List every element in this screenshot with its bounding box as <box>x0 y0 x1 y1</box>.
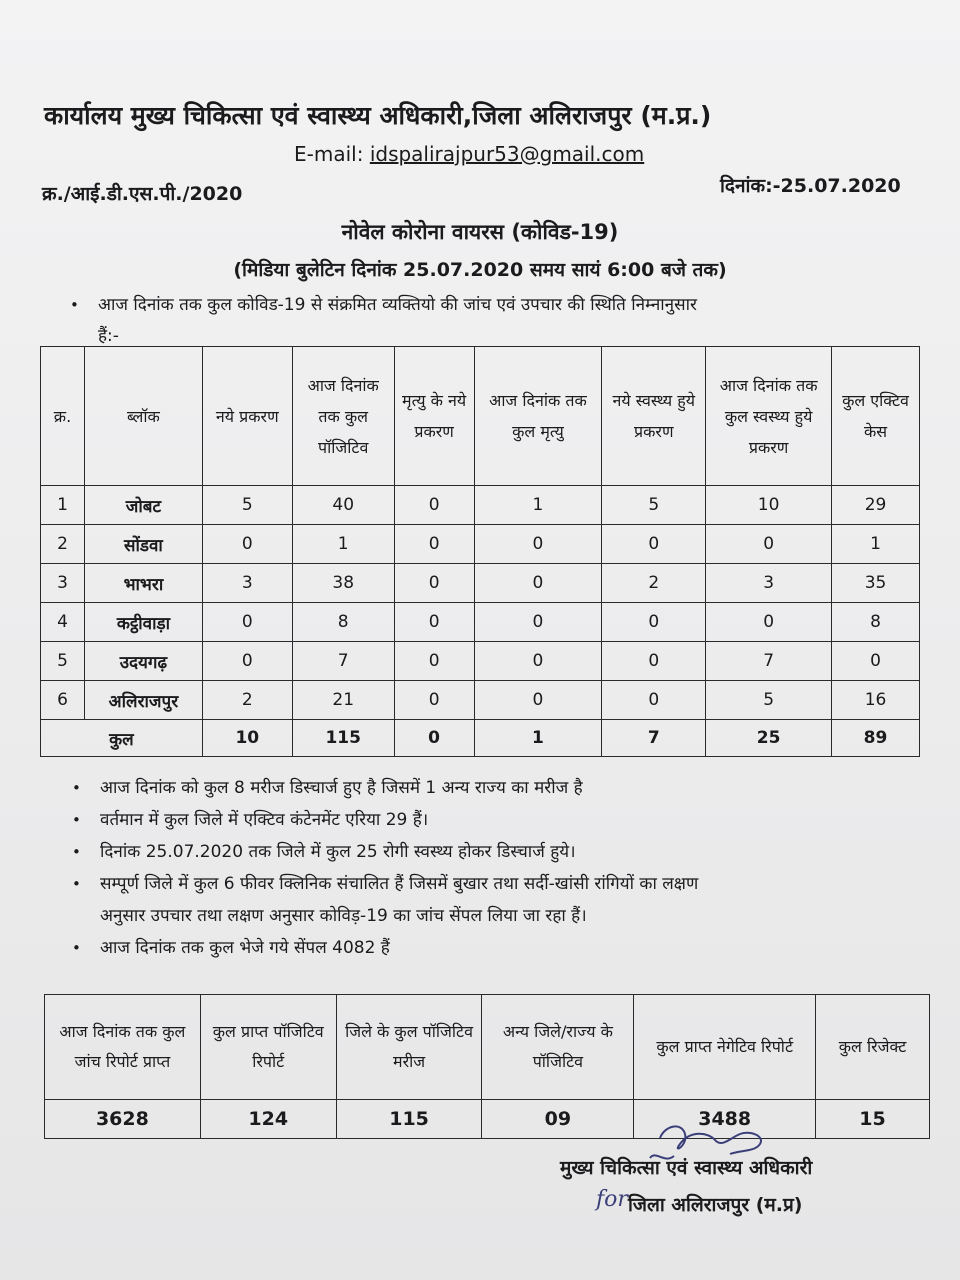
table-row <box>41 603 920 642</box>
cell-sno: 2 <box>41 525 85 564</box>
header-positive-reports: कुल प्राप्त पॉजिटिव रिपोर्ट <box>200 995 336 1100</box>
cell-new-deaths: 0 <box>394 642 474 681</box>
bulletin-title: नोवेल कोरोना वायरस (कोविड-19) <box>341 220 619 244</box>
cell-total-recovered: 10 <box>706 486 832 525</box>
cell-new-deaths: 0 <box>394 603 474 642</box>
list-item: • सम्पूर्ण जिले में कुल 6 फीवर क्लिनिक संचालित हैं जिसमें बुखार तथा सर्दी-खांसी रांगियों का लक्षण <box>72 868 922 900</box>
cell-total-recovered: 7 <box>706 642 832 681</box>
list-item-continuation: अनुसार उपचार तथा लक्षण अनुसार कोविड़-19 का जांच सेंपल लिया जा रहा हैं। <box>100 906 587 926</box>
value-other-state-positive: 09 <box>482 1100 634 1139</box>
cell-block: उदयगढ़ <box>84 642 202 681</box>
header-other-state-positive: अन्य जिले/राज्य के पॉजिटिव <box>482 995 634 1100</box>
cell-active: 35 <box>832 564 920 603</box>
total-total-recovered: 25 <box>706 720 832 757</box>
cell-new-recovered: 0 <box>602 603 706 642</box>
total-new-cases: 10 <box>202 720 292 757</box>
cell-new-deaths: 0 <box>394 681 474 720</box>
total-row <box>41 720 920 757</box>
value-rejected: 15 <box>816 1100 930 1139</box>
cell-new-cases: 5 <box>202 486 292 525</box>
signature-for-text: for <box>596 1187 628 1212</box>
total-total-deaths: 1 <box>474 720 602 757</box>
cell-active: 29 <box>832 486 920 525</box>
table-row <box>45 1100 930 1139</box>
cell-new-cases: 3 <box>202 564 292 603</box>
value-district-positive: 115 <box>336 1100 482 1139</box>
cell-active: 16 <box>832 681 920 720</box>
cell-block: अलिराजपुर <box>84 681 202 720</box>
header-sno: क्र. <box>41 347 85 486</box>
list-item: • आज दिनांक को कुल 8 मरीज डिस्चार्ज हुए है जिसमें 1 अन्य राज्य का मरीज है <box>72 772 922 804</box>
header-block: ब्लॉक <box>84 347 202 486</box>
cell-total-positive: 40 <box>292 486 394 525</box>
bullet-dot: • <box>70 296 79 314</box>
cell-total-positive: 8 <box>292 603 394 642</box>
bullet-dot: • <box>72 779 81 797</box>
cell-new-recovered: 0 <box>602 642 706 681</box>
bullet-list <box>72 772 922 964</box>
cell-block: सोंडवा <box>84 525 202 564</box>
cell-total-positive: 38 <box>292 564 394 603</box>
document-date: दिनांक:-25.07.2020 <box>720 175 901 197</box>
intro-paragraph <box>70 290 900 352</box>
cell-new-cases: 0 <box>202 642 292 681</box>
cell-new-recovered: 0 <box>602 681 706 720</box>
header-total-deaths: आज दिनांक तक कुल मृत्यु <box>474 347 602 486</box>
cell-active: 0 <box>832 642 920 681</box>
list-item: • आज दिनांक तक कुल भेजे गये सेंपल 4082 हैं <box>72 932 922 964</box>
signatory-district: जिला अलिराजपुर (म.प्र) <box>628 1194 803 1216</box>
cell-total-deaths: 0 <box>474 681 602 720</box>
email-label: E-mail: <box>294 142 370 166</box>
table-row <box>41 642 920 681</box>
table-header-row <box>41 347 920 486</box>
header-total-recovered: आज दिनांक तक कुल स्वस्थ्य हुये प्रकरण <box>706 347 832 486</box>
cell-sno: 3 <box>41 564 85 603</box>
table-row <box>41 564 920 603</box>
cell-total-positive: 1 <box>292 525 394 564</box>
cell-new-recovered: 0 <box>602 525 706 564</box>
signatory-title: मुख्य चिकित्सा एवं स्वास्थ्य अधिकारी <box>560 1157 813 1179</box>
bullet-dot: • <box>72 939 81 957</box>
cell-total-deaths: 0 <box>474 642 602 681</box>
value-negative-reports: 3488 <box>634 1100 816 1139</box>
cell-new-deaths: 0 <box>394 525 474 564</box>
header-negative-reports: कुल प्राप्त नेगेटिव रिपोर्ट <box>634 995 816 1100</box>
header-new-cases: नये प्रकरण <box>202 347 292 486</box>
sample-summary-table <box>44 994 930 1139</box>
cell-active: 1 <box>832 525 920 564</box>
total-active: 89 <box>832 720 920 757</box>
cell-total-recovered: 0 <box>706 525 832 564</box>
list-item: • वर्तमान में कुल जिले में एक्टिव कंटेनमेंट एरिया 29 हैं। <box>72 804 922 836</box>
table-row <box>41 486 920 525</box>
reference-number: क्र./आई.डी.एस.पी./2020 <box>42 183 243 205</box>
cell-sno: 1 <box>41 486 85 525</box>
cell-total-deaths: 0 <box>474 603 602 642</box>
cell-block: कट्ठीवाड़ा <box>84 603 202 642</box>
header-new-recovered: नये स्वस्थ्य हुये प्रकरण <box>602 347 706 486</box>
bullet-dot: • <box>72 875 81 893</box>
value-positive-reports: 124 <box>200 1100 336 1139</box>
cell-sno: 4 <box>41 603 85 642</box>
cell-sno: 6 <box>41 681 85 720</box>
table-row <box>41 681 920 720</box>
office-heading: कार्यालय मुख्य चिकित्सा एवं स्वास्थ्य अधिकारी,जिला अलिराजपुर (म.प्र.) <box>44 101 712 130</box>
table-header-row <box>45 995 930 1100</box>
value-total-reports: 3628 <box>45 1100 201 1139</box>
email-line <box>294 142 644 166</box>
cell-new-deaths: 0 <box>394 564 474 603</box>
header-rejected: कुल रिजेक्ट <box>816 995 930 1100</box>
cell-new-cases: 0 <box>202 525 292 564</box>
header-active: कुल एक्टिव केस <box>832 347 920 486</box>
cell-new-deaths: 0 <box>394 486 474 525</box>
header-district-positive: जिले के कुल पॉजिटिव मरीज <box>336 995 482 1100</box>
cell-total-recovered: 3 <box>706 564 832 603</box>
table-row <box>41 525 920 564</box>
total-total-positive: 115 <box>292 720 394 757</box>
cell-new-cases: 0 <box>202 603 292 642</box>
cell-total-deaths: 0 <box>474 564 602 603</box>
header-new-deaths: मृत्यु के नये प्रकरण <box>394 347 474 486</box>
cell-sno: 5 <box>41 642 85 681</box>
email-address[interactable]: idspalirajpur53@gmail.com <box>369 142 645 166</box>
cell-active: 8 <box>832 603 920 642</box>
cell-total-positive: 21 <box>292 681 394 720</box>
signature-block <box>560 1150 812 1224</box>
cell-new-cases: 2 <box>202 681 292 720</box>
bulletin-subtitle: (मिडिया बुलेटिन दिनांक 25.07.2020 समय सायं 6:00 बजे तक) <box>233 259 727 281</box>
cell-block: जोबट <box>84 486 202 525</box>
cell-new-recovered: 2 <box>602 564 706 603</box>
intro-line-2: हैं:- <box>98 326 119 346</box>
total-label: कुल <box>41 720 203 757</box>
cell-total-deaths: 0 <box>474 525 602 564</box>
cell-new-recovered: 5 <box>602 486 706 525</box>
cell-total-positive: 7 <box>292 642 394 681</box>
bullet-dot: • <box>72 811 81 829</box>
block-wise-table <box>40 346 920 757</box>
list-item: • दिनांक 25.07.2020 तक जिले में कुल 25 रोगी स्वस्थ्य होकर डिस्चार्ज हुये। <box>72 836 922 868</box>
header-total-positive: आज दिनांक तक कुल पॉजिटिव <box>292 347 394 486</box>
total-new-deaths: 0 <box>394 720 474 757</box>
header-total-reports: आज दिनांक तक कुल जांच रिपोर्ट प्राप्त <box>45 995 201 1100</box>
cell-total-deaths: 1 <box>474 486 602 525</box>
cell-block: भाभरा <box>84 564 202 603</box>
intro-line-1: आज दिनांक तक कुल कोविड-19 से संक्रमित व्यक्तियो की जांच एवं उपचार की स्थिति निम्नानुसार <box>98 295 697 315</box>
bullet-dot: • <box>72 843 81 861</box>
total-new-recovered: 7 <box>602 720 706 757</box>
cell-total-recovered: 0 <box>706 603 832 642</box>
cell-total-recovered: 5 <box>706 681 832 720</box>
